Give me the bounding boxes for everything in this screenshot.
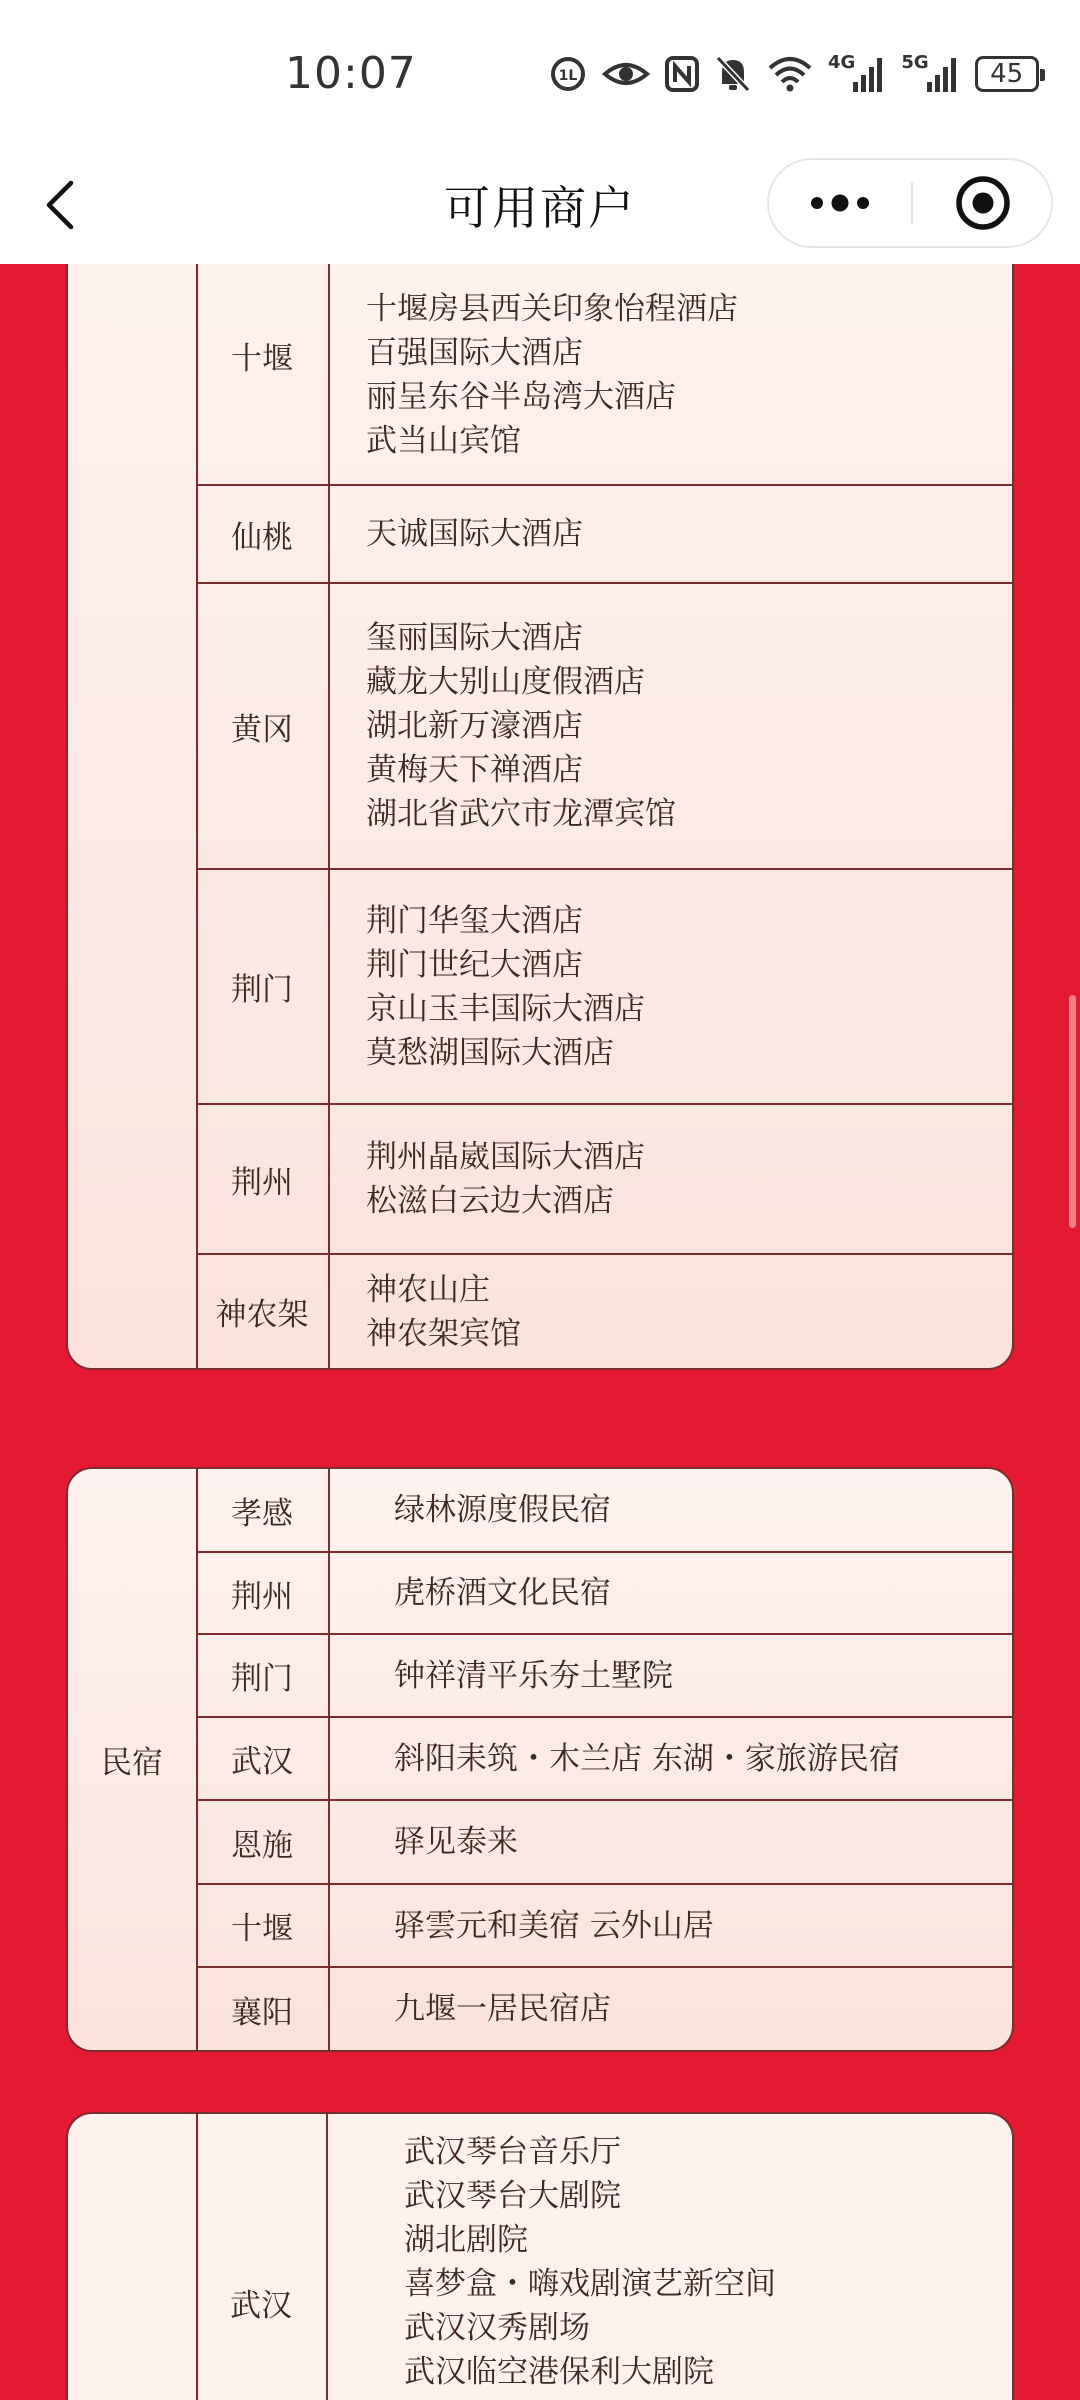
table-row (196, 1718, 1012, 1801)
svg-text:1L: 1L (558, 68, 578, 84)
wifi-icon (766, 52, 814, 96)
eye-icon (602, 52, 650, 96)
target-close-icon (954, 174, 1012, 232)
table-row (196, 1553, 1012, 1635)
hotel-merchants-card (66, 264, 1014, 1370)
table-row (196, 1469, 1012, 1553)
merchant-name: 十堰房县西关印象怡程酒店 (366, 291, 738, 327)
merchant-name: 驿雲元和美宿 云外山居 (394, 1907, 714, 1944)
homestay-merchants-card (66, 1467, 1014, 2052)
merchant-list (328, 486, 1012, 582)
more-dots-icon (809, 193, 871, 213)
city-cell: 仙桃 (196, 486, 330, 582)
merchant-name: 百强国际大酒店 (366, 335, 583, 371)
merchant-name: 武汉临空港保利大剧院 (404, 2354, 714, 2390)
city-cell: 十堰 (196, 1885, 330, 1966)
city-cell: 孝感 (196, 1469, 330, 1551)
merchant-list (328, 584, 1012, 868)
net-5g-label: 5G (901, 51, 929, 73)
signal-4g-icon (828, 52, 887, 96)
merchant-list (328, 1635, 1012, 1716)
merchant-name: 虎桥酒文化民宿 (394, 1575, 611, 1611)
category-cell (68, 264, 198, 1368)
merchant-list (328, 1801, 1012, 1883)
city-cell: 武汉 (196, 2114, 328, 2400)
merchant-name: 京山玉丰国际大酒店 (366, 990, 645, 1027)
table-row (196, 1635, 1012, 1718)
merchant-name: 荆州晶崴国际大酒店 (366, 1139, 645, 1175)
table-row (196, 1968, 1012, 2050)
signal-5g-icon (901, 52, 960, 96)
status-time: 10:07 (285, 48, 417, 99)
merchant-name: 神农架宾馆 (366, 1315, 521, 1352)
table-row (196, 2114, 1012, 2400)
table-row (196, 264, 1012, 486)
merchant-list (328, 1718, 1012, 1799)
merchant-name: 湖北剧院 (404, 2222, 528, 2258)
merchant-name: 丽呈东谷半岛湾大酒店 (366, 379, 676, 415)
merchant-name: 荆门华玺大酒店 (366, 902, 583, 939)
nfc-icon (548, 52, 588, 96)
merchant-list (328, 264, 1012, 484)
merchant-name: 湖北新万濠酒店 (366, 708, 583, 744)
table-row (196, 486, 1012, 584)
table-row (196, 584, 1012, 870)
merchant-name: 驿见泰来 (394, 1824, 518, 1860)
battery-indicator: 45 (975, 56, 1039, 92)
city-cell: 荆州 (196, 1105, 330, 1253)
merchant-name: 斜阳耒筑・木兰店 东湖・家旅游民宿 (394, 1740, 900, 1777)
merchant-name: 钟祥清平乐夯土墅院 (394, 1657, 673, 1694)
merchant-list (328, 1885, 1012, 1966)
miniprogram-capsule (767, 158, 1053, 248)
close-button[interactable] (913, 160, 1053, 246)
merchant-name: 武汉琴台大剧院 (404, 2178, 621, 2214)
nav-bar (0, 150, 1080, 264)
merchant-name: 湖北省武穴市龙潭宾馆 (366, 796, 676, 832)
category-cell (68, 2114, 198, 2400)
merchant-name: 玺丽国际大酒店 (366, 620, 583, 656)
merchant-list (328, 1553, 1012, 1633)
city-cell: 恩施 (196, 1801, 330, 1883)
merchant-name: 武当山宾馆 (366, 423, 521, 459)
category-cell: 民宿 (68, 1469, 198, 2050)
status-icons (548, 52, 1039, 96)
merchant-name: 藏龙大别山度假酒店 (366, 664, 645, 700)
merchant-name: 莫愁湖国际大酒店 (366, 1034, 614, 1071)
merchant-list (328, 2114, 1012, 2400)
merchant-list (328, 1255, 1012, 1368)
city-cell: 武汉 (196, 1718, 330, 1799)
theatre-merchants-card (66, 2112, 1014, 2400)
merchant-name: 神农山庄 (366, 1271, 490, 1308)
city-cell: 荆门 (196, 870, 330, 1103)
merchant-list (328, 870, 1012, 1103)
nfc-n-icon (664, 52, 700, 96)
scrollbar[interactable] (1069, 995, 1076, 1228)
table-row (196, 1885, 1012, 1968)
city-cell: 襄阳 (196, 1968, 330, 2050)
merchant-name: 天诚国际大酒店 (366, 516, 583, 552)
merchant-name: 黄梅天下禅酒店 (366, 752, 583, 788)
status-bar (0, 0, 1080, 150)
more-button[interactable] (769, 160, 911, 246)
table-row (196, 1255, 1012, 1368)
city-cell: 黄冈 (196, 584, 330, 868)
table-row (196, 870, 1012, 1105)
city-cell: 十堰 (196, 264, 330, 484)
table-row (196, 1105, 1012, 1255)
content-area[interactable] (0, 264, 1080, 2400)
merchant-name: 武汉琴台音乐厅 (404, 2134, 621, 2170)
table-row (196, 1801, 1012, 1885)
merchant-name: 绿林源度假民宿 (394, 1492, 611, 1528)
net-4g-label: 4G (828, 51, 856, 73)
merchant-list (328, 1469, 1012, 1551)
city-cell: 神农架 (196, 1255, 330, 1368)
merchant-list (328, 1968, 1012, 2050)
merchant-list (328, 1105, 1012, 1253)
city-cell: 荆州 (196, 1553, 330, 1633)
merchant-name: 武汉汉秀剧场 (404, 2310, 590, 2346)
merchant-name: 喜梦盒・嗨戏剧演艺新空间 (404, 2266, 776, 2302)
merchant-name: 荆门世纪大酒店 (366, 946, 583, 983)
city-cell: 荆门 (196, 1635, 330, 1716)
bell-muted-icon (714, 52, 752, 96)
page-title: 可用商户 (444, 181, 636, 235)
merchant-name: 九堰一居民宿店 (394, 1991, 611, 2027)
merchant-name: 松滋白云边大酒店 (366, 1183, 614, 1219)
